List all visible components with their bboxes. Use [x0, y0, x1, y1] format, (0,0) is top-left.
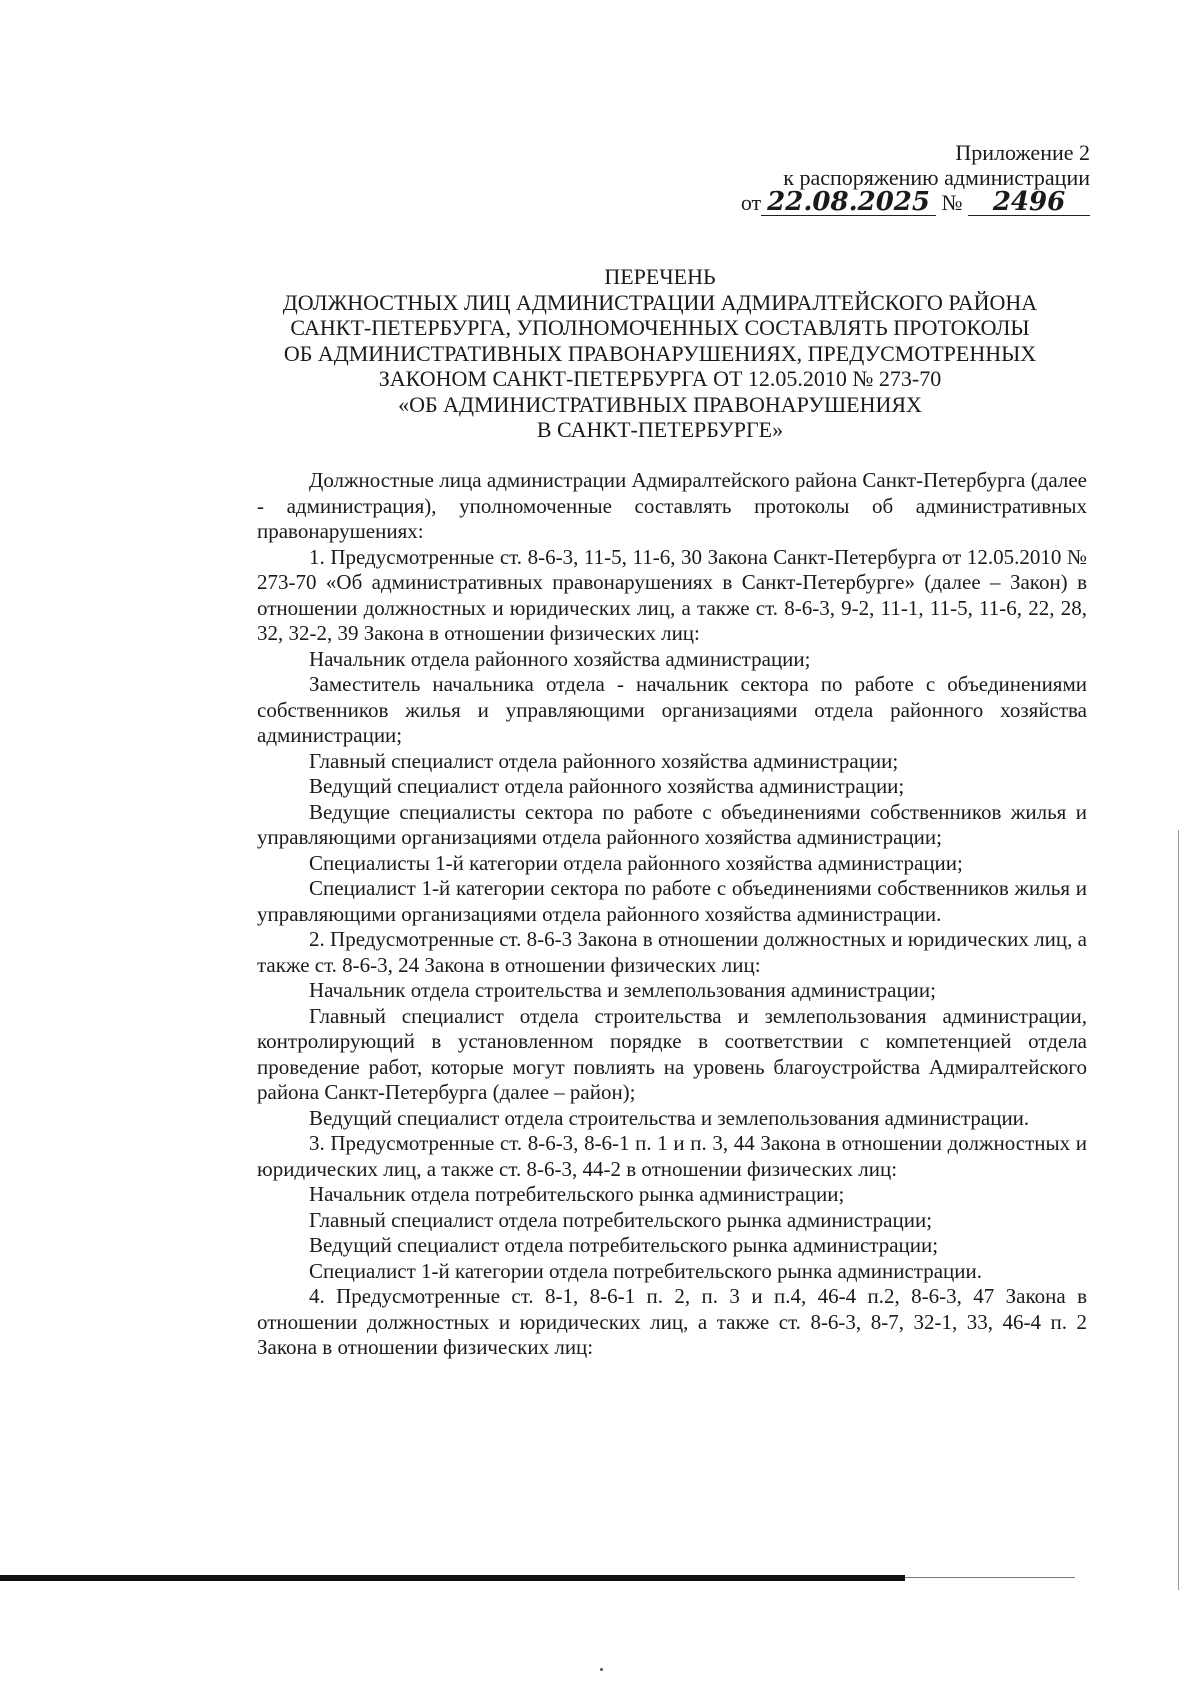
- annex-block: [741, 140, 1090, 216]
- annex-to: к распоряжению администрации: [783, 165, 1090, 190]
- heading-line: ДОЛЖНОСТНЫХ ЛИЦ АДМИНИСТРАЦИИ АДМИРАЛТЕЙСКОГО РАЙОНА: [282, 289, 1038, 315]
- handwritten-number: 2496: [968, 190, 1090, 216]
- paragraph: Главный специалист отдела строительства и землепользования администрации, контролирующий в установленном порядке в соответствии с компетенцией отдела проведение работ, которые могут повлиять на уровень благоустройства Адмиралтейского района Санкт-Петербурга (далее – район);: [257, 1003, 1087, 1104]
- paragraph: Ведущий специалист отдела районного хозяйства администрации;: [309, 774, 905, 798]
- heading-line: ПЕРЕЧЕНЬ: [604, 264, 716, 289]
- heading-line: ОБ АДМИНИСТРАТИВНЫХ ПРАВОНАРУШЕНИЯХ, ПРЕДУСМОТРЕННЫХ: [283, 340, 1037, 366]
- from-label: от: [740, 190, 762, 215]
- heading-line: ЗАКОНОМ САНКТ-ПЕТЕРБУРГА ОТ 12.05.2010 № 273-70: [378, 366, 942, 391]
- paragraph: 3. Предусмотренные ст. 8-6-3, 8-6-1 п. 1 и п. 3, 44 Закона в отношении должностных и юридических лиц, а также ст. 8-6-3, 44-2 в отношении физических лиц:: [257, 1131, 1087, 1181]
- scan-dot: [600, 1668, 603, 1671]
- paragraph: Главный специалист отдела потребительского рынка администрации;: [309, 1207, 933, 1232]
- paragraph: 1. Предусмотренные ст. 8-6-3, 11-5, 11-6, 30 Закона Санкт-Петербурга от 12.05.2010 № 273-70 «Об административных правонарушениях в Санкт-Петербурге» (далее – Закон) в отношении должностных и юридических лиц, а также ст. 8-6-3, 9-2, 11-1, 11-5, 11-6, 22, 28, 32, 32-2, 39 Закона в отношении физических лиц:: [257, 544, 1087, 645]
- paragraph: Специалист 1-й категории отдела потребительского рынка администрации.: [309, 1258, 982, 1283]
- paragraph: Главный специалист отдела районного хозяйства администрации;: [309, 748, 899, 773]
- paragraph: Должностные лица администрации Адмиралтейского района Санкт-Петербурга (далее - администрация), уполномоченные составлять протоколы об административных правонарушениях:: [257, 468, 1087, 543]
- paragraph: Ведущие специалисты сектора по работе с объединениями собственников жилья и управляющими организациями отдела районного хозяйства администрации;: [257, 799, 1087, 849]
- annex-date-line: [740, 187, 1090, 217]
- number-label: №: [941, 190, 963, 215]
- scan-edge-line: [1178, 830, 1179, 1590]
- paragraph: Заместитель начальника отдела - начальник сектора по работе с объединениями собственников жилья и управляющими организациями отдела районного хозяйства администрации;: [257, 672, 1087, 747]
- paragraph: 4. Предусмотренные ст. 8-1, 8-6-1 п. 2, п. 3 и п.4, 46-4 п.2, 8-6-3, 47 Закона в отношении должностных и юридических лиц, а также ст. 8-6-3, 8-7, 32-1, 33, 46-4 п. 2 Закона в отношении физических лиц:: [257, 1284, 1087, 1359]
- heading-line: «ОБ АДМИНИСТРАТИВНЫХ ПРАВОНАРУШЕНИЯХ: [398, 391, 922, 417]
- handwritten-date: 22.08.2025: [761, 190, 936, 216]
- paragraph: Начальник отдела районного хозяйства администрации;: [309, 646, 811, 671]
- annex-title: Приложение 2: [955, 140, 1090, 165]
- heading-line: В САНКТ-ПЕТЕРБУРГЕ»: [536, 417, 784, 442]
- paragraph: 2. Предусмотренные ст. 8-6-3 Закона в отношении должностных и юридических лиц, а также ст. 8-6-3, 24 Закона в отношении физических лиц:: [257, 927, 1087, 977]
- document-heading: [250, 264, 1070, 443]
- paragraph: Начальник отдела потребительского рынка администрации;: [309, 1182, 845, 1206]
- heading-line: САНКТ-ПЕТЕРБУРГА, УПОЛНОМОЧЕННЫХ СОСТАВЛЯТЬ ПРОТОКОЛЫ: [290, 315, 1030, 340]
- paragraph: Специалист 1-й категории сектора по работе с объединениями собственников жилья и управляющими организациями отдела районного хозяйства администрации.: [257, 876, 1087, 926]
- paragraph: Ведущий специалист отдела строительства и землепользования администрации.: [309, 1105, 1030, 1130]
- paragraph: Специалисты 1-й категории отдела районного хозяйства администрации;: [309, 850, 963, 875]
- scan-footer-line: [905, 1577, 1075, 1578]
- scan-footer-bar: [0, 1575, 905, 1581]
- paragraph: Начальник отдела строительства и землепользования администрации;: [309, 978, 936, 1002]
- paragraph: Ведущий специалист отдела потребительского рынка администрации;: [309, 1233, 939, 1257]
- document-body: [257, 468, 1087, 1361]
